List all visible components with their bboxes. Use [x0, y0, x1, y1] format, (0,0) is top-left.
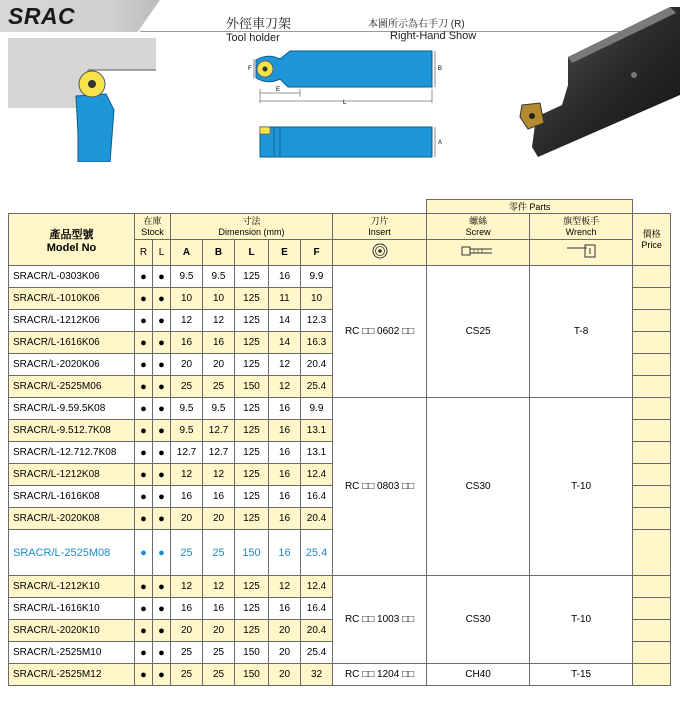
model-no: SRACR/L-1212K06 [9, 310, 135, 332]
hand-note-en: Right-Hand Show [390, 30, 477, 42]
dim-a: 12.7 [171, 442, 203, 464]
stock-r: ● [135, 486, 153, 508]
dim-a: 9.5 [171, 398, 203, 420]
dim-f: 32 [301, 664, 333, 686]
col-length: L [235, 240, 269, 266]
dim-a: 16 [171, 598, 203, 620]
model-no: SRACR/L-2020K10 [9, 620, 135, 642]
stock-r: ● [135, 576, 153, 598]
spec-rows [9, 266, 671, 686]
dim-l: 125 [235, 332, 269, 354]
model-no: SRACR/L-2525M08 [9, 530, 135, 576]
dim-e: 16 [269, 266, 301, 288]
dim-f: 10 [301, 288, 333, 310]
dim-label-b: B [438, 66, 443, 72]
dim-a: 25 [171, 642, 203, 664]
dim-a: 10 [171, 288, 203, 310]
dim-b: 20 [203, 354, 235, 376]
stock-r: ● [135, 310, 153, 332]
dim-a: 16 [171, 332, 203, 354]
price-cell [633, 664, 671, 686]
dim-e: 16 [269, 398, 301, 420]
wrench-header: 旗型板手 Wrench [530, 214, 633, 240]
price-cell [633, 576, 671, 598]
dim-b: 25 [203, 530, 235, 576]
stock-r: ● [135, 642, 153, 664]
stock-r: ● [135, 530, 153, 576]
col-r: R [135, 240, 153, 266]
dim-e: 14 [269, 332, 301, 354]
dim-f: 13.1 [301, 420, 333, 442]
dim-f: 16.4 [301, 598, 333, 620]
dim-f: 25.4 [301, 642, 333, 664]
dim-b: 9.5 [203, 398, 235, 420]
price-cell [633, 464, 671, 486]
dim-b: 10 [203, 288, 235, 310]
stock-l: ● [153, 576, 171, 598]
dim-a: 9.5 [171, 266, 203, 288]
stock-l: ● [153, 598, 171, 620]
stock-l: ● [153, 266, 171, 288]
price-cell [633, 530, 671, 576]
dim-b: 25 [203, 642, 235, 664]
dim-label-a: A [438, 140, 443, 146]
price-cell [633, 508, 671, 530]
stock-l: ● [153, 376, 171, 398]
wrench-icon [530, 240, 633, 266]
stock-r: ● [135, 354, 153, 376]
stock-r: ● [135, 464, 153, 486]
dim-a: 20 [171, 508, 203, 530]
dim-b: 20 [203, 620, 235, 642]
col-l: L [153, 240, 171, 266]
stock-l: ● [153, 310, 171, 332]
dim-l: 125 [235, 398, 269, 420]
dim-l: 125 [235, 266, 269, 288]
dim-f: 25.4 [301, 376, 333, 398]
insert-model: RC □□ 1204 □□ [333, 664, 427, 686]
screw-model: CS30 [427, 576, 530, 664]
wrench-model: T-15 [530, 664, 633, 686]
dim-e: 16 [269, 530, 301, 576]
dim-l: 125 [235, 464, 269, 486]
stock-r: ● [135, 442, 153, 464]
dim-f: 25.4 [301, 530, 333, 576]
product-photo [510, 5, 680, 165]
dim-f: 16.3 [301, 332, 333, 354]
dim-e: 16 [269, 598, 301, 620]
dim-a: 12 [171, 310, 203, 332]
model-no: SRACR/L-2525M12 [9, 664, 135, 686]
insert-header: 刀片 Insert [333, 214, 427, 240]
dim-b: 25 [203, 376, 235, 398]
screw-model: CS30 [427, 398, 530, 576]
screw-header: 螺絲 Screw [427, 214, 530, 240]
dim-l: 150 [235, 664, 269, 686]
model-no: SRACR/L-1616K06 [9, 332, 135, 354]
series-title: SRAC [8, 3, 76, 29]
dim-e: 12 [269, 376, 301, 398]
wrench-model: T-10 [530, 576, 633, 664]
dim-f: 12.4 [301, 576, 333, 598]
price-cell [633, 310, 671, 332]
stock-l: ● [153, 508, 171, 530]
product-name-en: Tool holder [226, 32, 280, 44]
dim-f: 9.9 [301, 398, 333, 420]
dim-a: 16 [171, 486, 203, 508]
model-no: SRACR/L-1212K08 [9, 464, 135, 486]
dim-l: 150 [235, 530, 269, 576]
dim-e: 16 [269, 508, 301, 530]
price-cell [633, 598, 671, 620]
model-no: SRACR/L-1212K10 [9, 576, 135, 598]
price-cell [633, 486, 671, 508]
dim-l: 125 [235, 620, 269, 642]
dim-a: 25 [171, 530, 203, 576]
stock-l: ● [153, 332, 171, 354]
dim-a: 12 [171, 576, 203, 598]
price-cell [633, 288, 671, 310]
dim-b: 12 [203, 310, 235, 332]
stock-l: ● [153, 486, 171, 508]
stock-l: ● [153, 442, 171, 464]
model-no: SRACR/L-2525M10 [9, 642, 135, 664]
col-a: A [171, 240, 203, 266]
price-cell [633, 620, 671, 642]
dim-label-f: F [248, 66, 252, 72]
stock-r: ● [135, 288, 153, 310]
dim-l: 125 [235, 288, 269, 310]
dim-b: 12 [203, 464, 235, 486]
table-row [9, 266, 671, 288]
dim-e: 16 [269, 464, 301, 486]
model-no: SRACR/L-1616K08 [9, 486, 135, 508]
price-cell [633, 354, 671, 376]
turning-illustration [8, 38, 156, 162]
dim-e: 20 [269, 620, 301, 642]
dim-f: 9.9 [301, 266, 333, 288]
insert-icon [333, 240, 427, 266]
insert-model: RC □□ 0803 □□ [333, 398, 427, 576]
model-no: SRACR/L-0303K06 [9, 266, 135, 288]
dim-label-e: E [276, 87, 281, 93]
model-header: 產品型號 Model No [9, 214, 135, 266]
col-e: E [269, 240, 301, 266]
dimension-header: 寸法 Dimension (mm) [171, 214, 333, 240]
dim-b: 12.7 [203, 420, 235, 442]
dim-a: 25 [171, 664, 203, 686]
dim-f: 20.4 [301, 354, 333, 376]
stock-r: ● [135, 664, 153, 686]
dim-e: 16 [269, 442, 301, 464]
wrench-model: T-8 [530, 266, 633, 398]
dim-l: 125 [235, 354, 269, 376]
stock-l: ● [153, 530, 171, 576]
model-no: SRACR/L-9.512.7K08 [9, 420, 135, 442]
dim-a: 20 [171, 354, 203, 376]
dim-f: 12.4 [301, 464, 333, 486]
dim-e: 20 [269, 642, 301, 664]
model-no: SRACR/L-2020K08 [9, 508, 135, 530]
dim-e: 11 [269, 288, 301, 310]
dim-f: 12.3 [301, 310, 333, 332]
dim-l: 150 [235, 376, 269, 398]
dim-f: 20.4 [301, 508, 333, 530]
dim-label-l: L [343, 100, 347, 106]
screw-model: CH40 [427, 664, 530, 686]
dim-f: 16.4 [301, 486, 333, 508]
dim-b: 16 [203, 486, 235, 508]
model-no: SRACR/L-2020K06 [9, 354, 135, 376]
dim-l: 125 [235, 486, 269, 508]
stock-l: ● [153, 642, 171, 664]
price-header: 價格 Price [633, 214, 671, 266]
stock-r: ● [135, 376, 153, 398]
price-cell [633, 420, 671, 442]
stock-l: ● [153, 288, 171, 310]
dim-a: 25 [171, 376, 203, 398]
dim-b: 9.5 [203, 266, 235, 288]
stock-r: ● [135, 598, 153, 620]
table-row [9, 664, 671, 686]
stock-r: ● [135, 420, 153, 442]
col-f: F [301, 240, 333, 266]
parts-header: 零件 Parts [427, 200, 633, 214]
insert-model: RC □□ 1003 □□ [333, 576, 427, 664]
dim-l: 125 [235, 576, 269, 598]
dim-l: 125 [235, 310, 269, 332]
insert-model: RC □□ 0602 □□ [333, 266, 427, 398]
dim-f: 13.1 [301, 442, 333, 464]
screw-icon [427, 240, 530, 266]
dim-b: 16 [203, 332, 235, 354]
dim-a: 12 [171, 464, 203, 486]
wrench-model: T-10 [530, 398, 633, 576]
stock-l: ● [153, 398, 171, 420]
stock-r: ● [135, 398, 153, 420]
table-row [9, 576, 671, 598]
tool-holder-drawing [240, 45, 450, 165]
dim-a: 20 [171, 620, 203, 642]
dim-f: 20.4 [301, 620, 333, 642]
dim-e: 16 [269, 486, 301, 508]
stock-r: ● [135, 266, 153, 288]
screw-model: CS25 [427, 266, 530, 398]
model-no: SRACR/L-9.59.5K08 [9, 398, 135, 420]
price-cell [633, 332, 671, 354]
dim-l: 125 [235, 508, 269, 530]
dim-l: 125 [235, 442, 269, 464]
stock-l: ● [153, 420, 171, 442]
stock-l: ● [153, 464, 171, 486]
dim-l: 125 [235, 420, 269, 442]
dim-b: 16 [203, 598, 235, 620]
model-no: SRACR/L-2525M06 [9, 376, 135, 398]
price-cell [633, 642, 671, 664]
price-cell [633, 376, 671, 398]
model-no: SRACR/L-12.712.7K08 [9, 442, 135, 464]
col-b: B [203, 240, 235, 266]
model-no: SRACR/L-1010K06 [9, 288, 135, 310]
dim-e: 20 [269, 664, 301, 686]
dim-e: 12 [269, 576, 301, 598]
dim-l: 125 [235, 598, 269, 620]
hand-note-cn: 本圖所示為右手刀 (R) [368, 19, 465, 30]
table-row [9, 398, 671, 420]
dim-e: 12 [269, 354, 301, 376]
product-name-cn: 外徑車刀架 [226, 16, 292, 31]
dim-b: 25 [203, 664, 235, 686]
stock-r: ● [135, 620, 153, 642]
dim-l: 150 [235, 642, 269, 664]
stock-l: ● [153, 664, 171, 686]
stock-r: ● [135, 508, 153, 530]
price-cell [633, 398, 671, 420]
stock-r: ● [135, 332, 153, 354]
dim-e: 16 [269, 420, 301, 442]
price-cell [633, 442, 671, 464]
price-cell [633, 266, 671, 288]
dim-b: 12 [203, 576, 235, 598]
dim-e: 14 [269, 310, 301, 332]
dim-b: 20 [203, 508, 235, 530]
model-no: SRACR/L-1616K10 [9, 598, 135, 620]
stock-l: ● [153, 354, 171, 376]
stock-header: 在庫 Stock [135, 214, 171, 240]
stock-l: ● [153, 620, 171, 642]
dim-a: 9.5 [171, 420, 203, 442]
dim-b: 12.7 [203, 442, 235, 464]
spec-table [8, 199, 671, 686]
